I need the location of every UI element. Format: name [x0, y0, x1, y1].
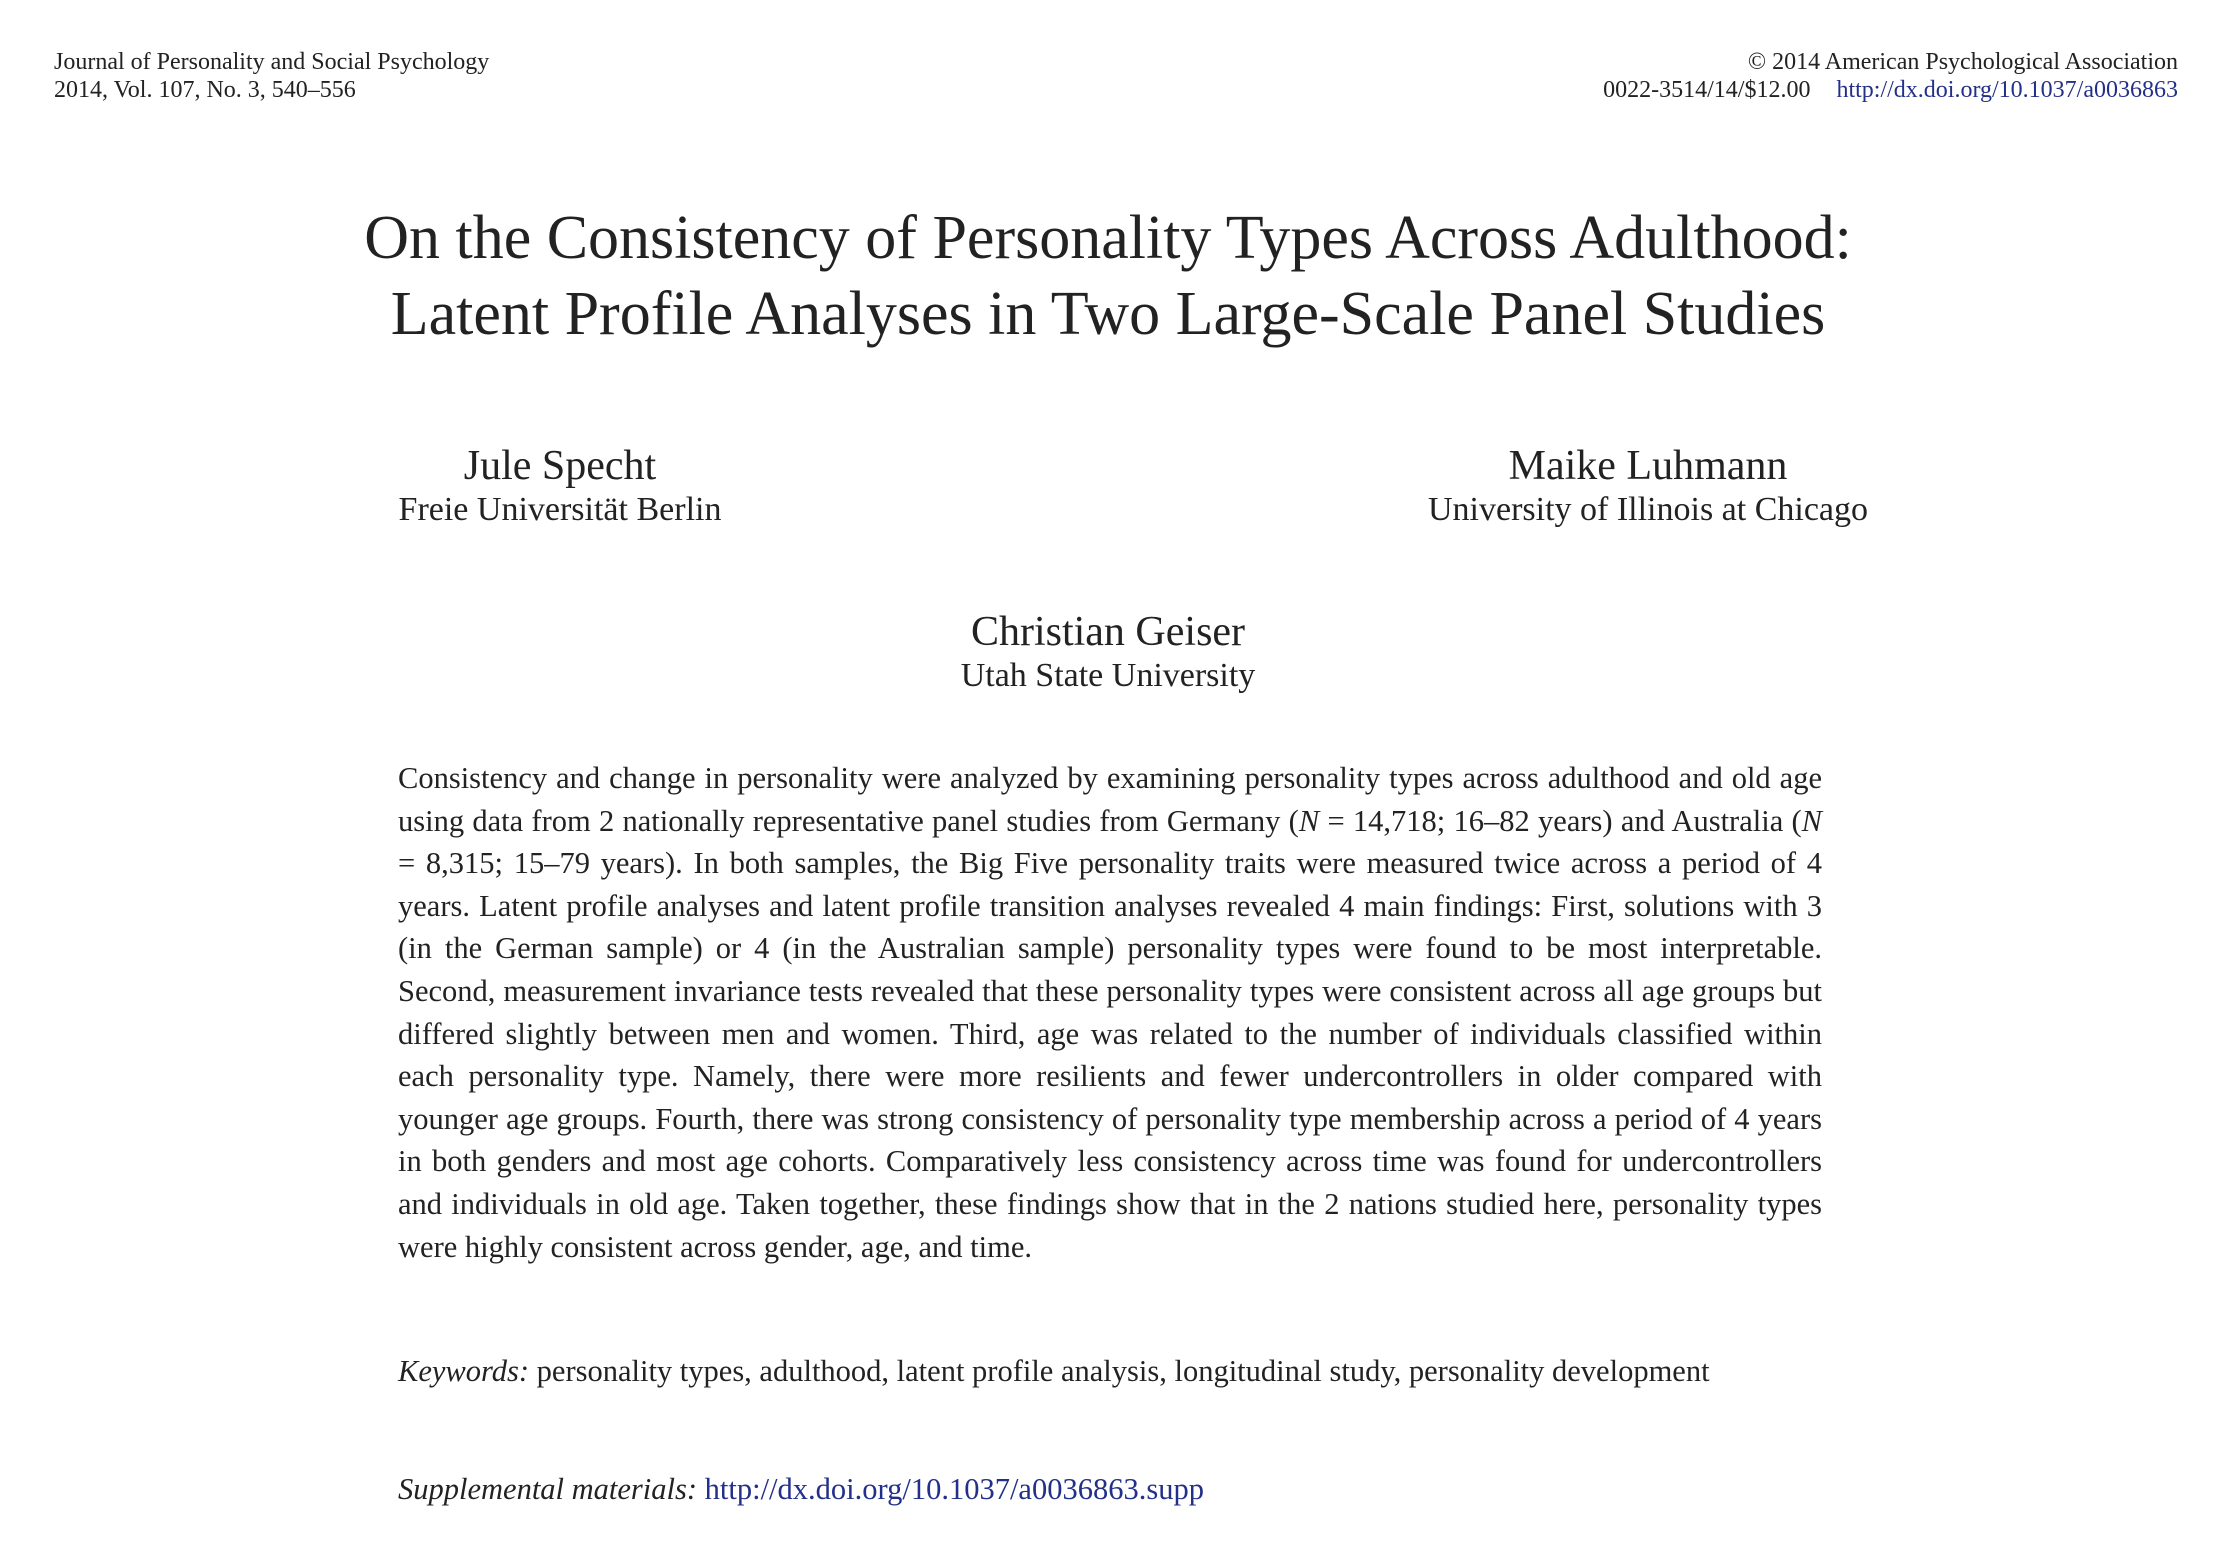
abstract-part-2: = 14,718; 16–82 years) and Australia ( — [1319, 803, 1802, 838]
n-symbol: N — [1298, 803, 1320, 838]
supplemental-link[interactable]: http://dx.doi.org/10.1037/a0036863.supp — [704, 1472, 1204, 1506]
journal-name: Journal of Personality and Social Psychology — [54, 49, 490, 75]
journal-citation: 2014, Vol. 107, No. 3, 540–556 — [54, 77, 356, 103]
author-block — [1428, 442, 1868, 530]
author-affiliation: Utah State University — [960, 657, 1256, 694]
paper-title — [0, 200, 2216, 352]
keywords-text: personality types, adulthood, latent profile analysis, longitudinal study, personality development — [529, 1354, 1710, 1388]
issn-price: 0022-3514/14/$12.00 — [1603, 77, 1811, 103]
doi-link[interactable]: http://dx.doi.org/10.1037/a0036863 — [1836, 77, 2178, 103]
supplemental-materials — [398, 1468, 1822, 1511]
author-affiliation: Freie Universität Berlin — [398, 491, 722, 528]
author-affiliation: University of Illinois at Chicago — [1427, 491, 1869, 528]
supplemental-label: Supplemental materials: — [398, 1472, 698, 1506]
author-name: Christian Geiser — [970, 609, 1246, 655]
publisher-header — [1603, 48, 2178, 104]
keywords — [398, 1350, 1822, 1393]
abstract — [398, 757, 1822, 1268]
author-block — [961, 608, 1256, 696]
title-line-2: Latent Profile Analyses in Two Large-Scale Panel Studies — [390, 280, 1826, 348]
copyright-notice: © 2014 American Psychological Association — [1747, 49, 2178, 75]
abstract-part-3: = 8,315; 15–79 years). In both samples, the Big Five personality traits were measured twice across a period of 4 years. Latent profile analyses and latent profile transition analyses revealed 4 main findings: First, solutions with 3 (in the German sample) or 4 (in the Australian sample) personality types were found to be most interpretable. Second, measurement invariance tests revealed that these personality types were consistent across all age groups but differed slightly between men and women. Third, age was related to the number of individuals classified within each personality type. Namely, there were more resilients and fewer undercontrollers in older compared with younger age groups. Fourth, there was strong consistency of personality type membership across a period of 4 years in both genders and most age cohorts. Comparatively less consistency across time was found for undercontrollers and individuals in old age. Taken together, these findings show that in the 2 nations studied here, personality types were highly consistent across gender, age, and time. — [398, 846, 1822, 1264]
keywords-label: Keywords: — [398, 1354, 530, 1388]
author-name: Maike Luhmann — [1508, 443, 1788, 489]
abstract-part-1: Consistency and change in personality were analyzed by examining personality types across adulthood and old age using data from 2 nationally representative panel studies from Germany ( — [398, 761, 1822, 838]
author-block — [399, 442, 722, 530]
title-line-1: On the Consistency of Personality Types Across Adulthood: — [364, 204, 1852, 272]
n-symbol: N — [1801, 803, 1823, 838]
issn-doi-line — [1603, 76, 2178, 104]
journal-header — [54, 48, 489, 104]
author-name: Jule Specht — [463, 443, 657, 489]
